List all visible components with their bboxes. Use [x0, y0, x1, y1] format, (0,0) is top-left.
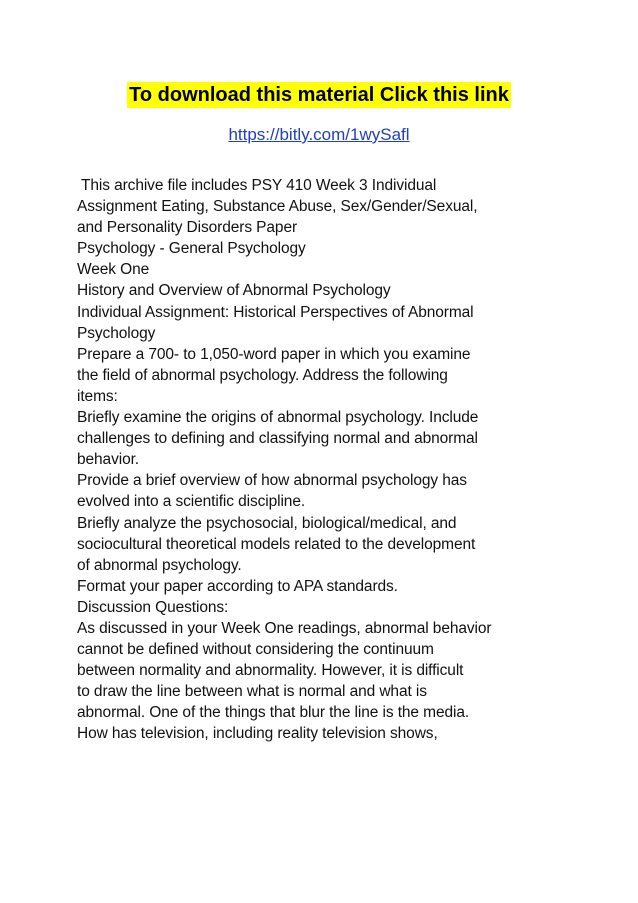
body-line: History and Overview of Abnormal Psychology	[77, 282, 391, 300]
body-line: Assignment Eating, Substance Abuse, Sex/Gender/Sexual,	[77, 198, 478, 216]
body-line: This archive file includes PSY 410 Week 3 Individual	[81, 177, 437, 194]
body-line: Discussion Questions:	[77, 598, 229, 616]
body-line: Week One	[77, 261, 150, 279]
body-line: to draw the line between what is normal and what is	[77, 683, 427, 701]
body-line: How has television, including reality television shows,	[77, 725, 438, 743]
body-line: between normality and abnormality. However, it is difficult	[77, 662, 464, 680]
body-line: the field of abnormal psychology. Address the following	[77, 366, 448, 384]
body-line: Psychology	[77, 324, 156, 342]
download-title: To download this material Click this link	[129, 84, 509, 106]
body-line: Provide a brief overview of how abnormal psychology has	[77, 472, 467, 490]
body-line: behavior.	[77, 451, 140, 469]
body-line: items:	[77, 387, 118, 405]
body-line: cannot be defined without considering the continuum	[77, 641, 434, 659]
body-line: Briefly analyze the psychosocial, biological/medical, and	[77, 514, 457, 532]
download-link[interactable]: https://bitly.com/1wySafl	[228, 125, 410, 144]
link-container	[0, 124, 638, 146]
body-line: evolved into a scientific discipline.	[77, 493, 306, 511]
body-line: abnormal. One of the things that blur the line is the media.	[77, 704, 470, 722]
body-line: Format your paper according to APA standards.	[77, 577, 398, 595]
body-line: Psychology - General Psychology	[77, 240, 306, 258]
body-line: Briefly examine the origins of abnormal psychology. Include	[77, 409, 479, 427]
body-line: Prepare a 700- to 1,050-word paper in which you examine	[77, 345, 471, 363]
body-line: Individual Assignment: Historical Perspectives of Abnormal	[77, 303, 474, 321]
body-line: As discussed in your Week One readings, abnormal behavior	[77, 619, 492, 637]
document-body	[77, 175, 567, 745]
body-line: challenges to defining and classifying normal and abnormal	[77, 430, 478, 448]
body-line: and Personality Disorders Paper	[77, 219, 298, 237]
title-container	[0, 82, 638, 108]
body-line: sociocultural theoretical models related to the development	[77, 535, 476, 553]
body-line: of abnormal psychology.	[77, 556, 242, 574]
